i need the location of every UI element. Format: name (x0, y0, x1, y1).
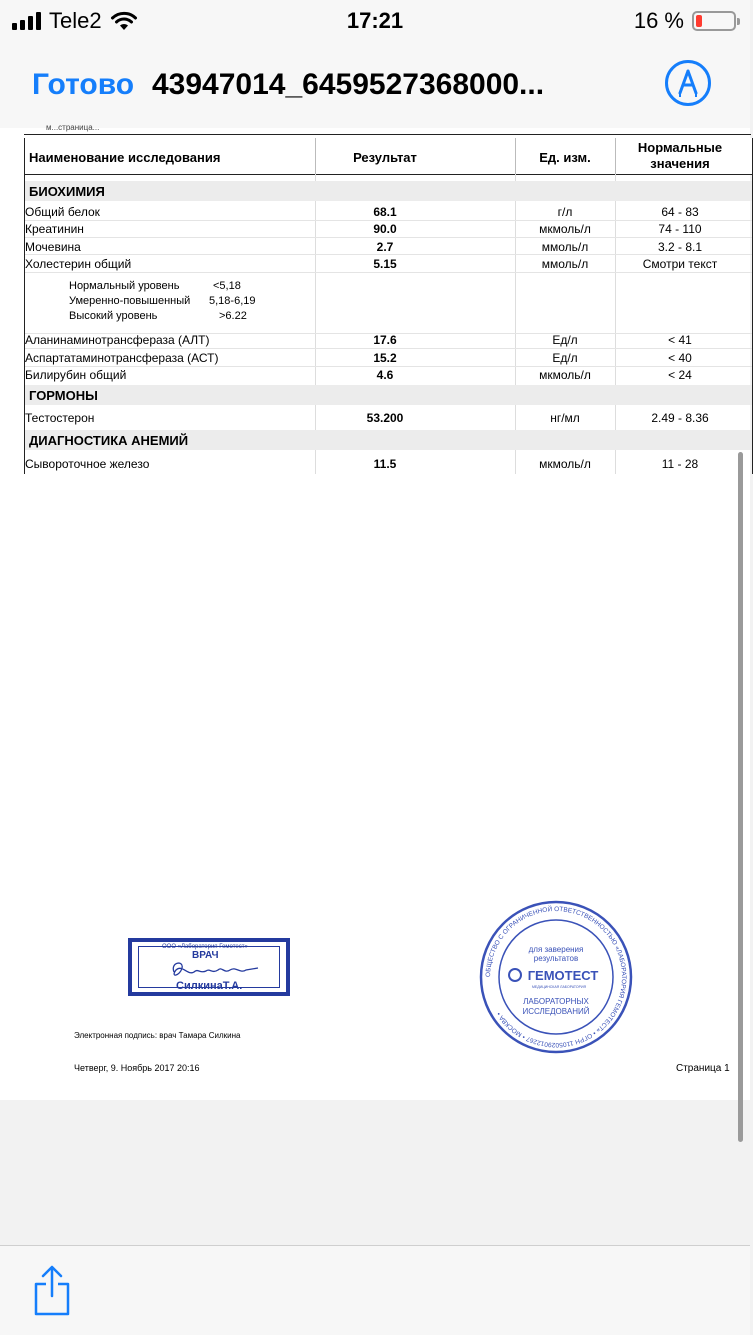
reference-label: Нормальный уровень (69, 280, 180, 292)
test-norm: 74 - 110 (658, 222, 702, 236)
test-name: Билирубин общий (25, 368, 127, 382)
results-table (24, 138, 753, 474)
test-norm: 2.49 - 8.36 (651, 411, 709, 425)
document-page[interactable] (0, 123, 750, 1100)
share-icon[interactable] (32, 1264, 72, 1316)
done-button[interactable]: Готово (32, 68, 135, 101)
header-name: Наименование исследования (29, 150, 221, 165)
test-result: 4.6 (376, 368, 394, 382)
seal-line2: результатов (533, 954, 579, 963)
test-result: 17.6 (373, 333, 397, 347)
scrollbar[interactable] (738, 452, 743, 1142)
test-result: 68.1 (373, 205, 397, 219)
stamp-org: ООО «Лаборатория Гемотест» (162, 944, 248, 950)
test-name: Мочевина (25, 240, 81, 254)
test-norm: < 41 (668, 333, 692, 347)
header-norm-line2: значения (650, 156, 710, 171)
battery-percent: 16 % (633, 8, 684, 33)
section-anemia (25, 430, 752, 450)
test-name: Креатинин (25, 222, 84, 236)
test-norm: Смотри текст (642, 257, 718, 271)
test-unit: ммоль/л (541, 257, 589, 271)
table-header (25, 138, 752, 175)
test-name: Общий белок (25, 205, 100, 219)
stamp-title: ВРАЧ (192, 950, 219, 961)
lab-seal (479, 900, 633, 1054)
test-name: Холестерин общий (25, 257, 132, 271)
signature-icon (166, 958, 266, 982)
seal-ring-text: ОБЩЕСТВО С ОГРАНИЧЕННОЙ ОТВЕТСТВЕННОСТЬЮ «ЛАБОРАТОРИЯ ГЕМОТЕСТ» • ОГРН 1105029012267 • МОСКВА • (484, 905, 628, 1049)
test-unit: мкмоль/л (539, 368, 591, 382)
cholesterol-reference (69, 280, 329, 325)
test-unit: нг/мл (550, 411, 580, 425)
cut-text: м...страница... (46, 123, 100, 132)
test-result: 90.0 (373, 222, 397, 236)
test-result: 2.7 (376, 240, 394, 254)
test-name: Аспартатаминотрансфераза (АСТ) (25, 351, 219, 365)
page-number: Страница 1 (676, 1063, 730, 1074)
reference-value: >6.22 (219, 310, 247, 322)
header-unit: Ед. изм. (539, 150, 591, 165)
table-row (25, 255, 752, 272)
reference-value: <5,18 (213, 280, 241, 292)
table-row (25, 409, 752, 426)
bottom-toolbar (0, 1245, 750, 1335)
test-unit: г/л (557, 205, 573, 219)
section-biochemistry (25, 181, 752, 201)
carrier-label: Tele2 (49, 8, 102, 33)
test-result: 5.15 (373, 257, 397, 271)
table-row (25, 220, 752, 237)
page-top-edge (24, 123, 751, 135)
reference-value: 5,18-6,19 (209, 295, 256, 307)
test-norm: 11 - 28 (661, 457, 699, 471)
markup-pen-icon[interactable] (665, 60, 711, 106)
section-title: ДИАГНОСТИКА АНЕМИЙ (29, 433, 189, 448)
test-result: 15.2 (373, 351, 397, 365)
seal-tagline: МЕДИЦИНСКАЯ ЛАБОРАТОРИЯ (531, 985, 587, 989)
electronic-signature: Электронная подпись: врач Тамара Силкина (74, 1031, 241, 1040)
test-result: 11.5 (373, 457, 397, 471)
document-title: 43947014_6459527368000... (152, 68, 545, 101)
test-name: Тестостерон (25, 411, 95, 425)
seal-line1: для заверения (528, 945, 584, 954)
test-unit: Ед/л (552, 351, 578, 365)
table-row (25, 331, 752, 348)
seal-line4: ИССЛЕДОВАНИЙ (522, 1007, 590, 1016)
test-norm: < 40 (668, 351, 692, 365)
seal-line3: ЛАБОРАТОРНЫХ (523, 997, 589, 1006)
table-row (25, 455, 752, 472)
document-date: Четверг, 9. Ноябрь 2017 20:16 (74, 1063, 200, 1073)
test-norm: < 24 (668, 368, 692, 382)
reference-label: Умеренно-повышенный (69, 295, 191, 307)
nav-bar (0, 40, 750, 128)
test-norm: 3.2 - 8.1 (657, 240, 703, 254)
header-result: Результат (353, 150, 417, 165)
header-norm-line1: Нормальные (637, 140, 723, 155)
status-bar (0, 0, 750, 40)
test-norm: 64 - 83 (661, 205, 699, 219)
doctor-stamp (128, 938, 290, 996)
section-title: БИОХИМИЯ (29, 184, 105, 199)
battery-icon (692, 11, 736, 31)
seal-brand: ГЕМОТЕСТ (527, 968, 599, 983)
test-result: 53.200 (366, 411, 404, 425)
section-hormones (25, 385, 752, 405)
test-unit: ммоль/л (541, 240, 589, 254)
table-row (25, 349, 752, 366)
table-row (25, 203, 752, 220)
reference-label: Высокий уровень (69, 310, 158, 322)
test-unit: мкмоль/л (539, 457, 591, 471)
test-unit: мкмоль/л (539, 222, 591, 236)
section-title: ГОРМОНЫ (29, 388, 98, 403)
table-row (25, 238, 752, 255)
clock: 17:21 (346, 8, 404, 33)
test-name: Аланинаминотрансфераза (АЛТ) (25, 333, 210, 347)
table-row (25, 366, 752, 383)
test-unit: Ед/л (552, 333, 578, 347)
header-norm (615, 140, 745, 172)
test-name: Сывороточное железо (25, 457, 150, 471)
stamp-doctor-name: СилкинаТ.А. (176, 980, 243, 992)
